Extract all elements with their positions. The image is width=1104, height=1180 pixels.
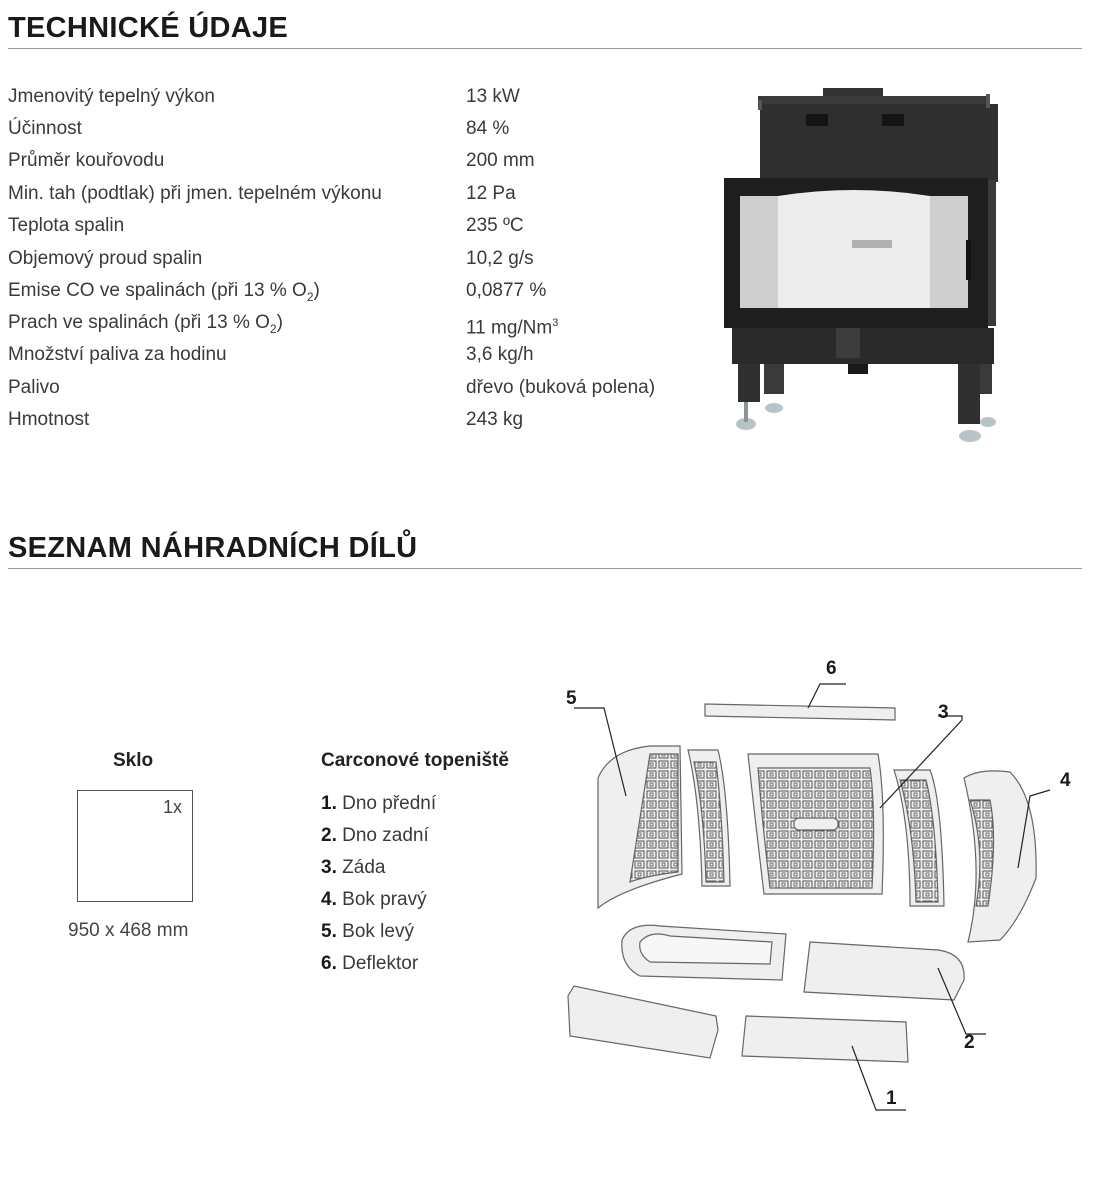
spec-label: Účinnost [8, 118, 82, 139]
spec-row [8, 145, 688, 177]
spec-label: Průměr kouřovodu [8, 150, 165, 171]
parts-section-heading: SEZNAM NÁHRADNÍCH DÍLŮ [8, 532, 418, 564]
callout-3: 3 [938, 702, 949, 723]
spec-row [8, 275, 688, 307]
spec-value: 84 % [466, 118, 510, 139]
spec-value: 235 ºC [466, 215, 524, 236]
spec-label: Hmotnost [8, 409, 90, 430]
spec-value: 10,2 g/s [466, 248, 534, 269]
spec-label: Prach ve spalinách (při 13 % $O_2$) [8, 312, 283, 336]
exploded-parts-diagram [550, 650, 1090, 1130]
tech-section-heading: TECHNICKÉ ÚDAJE [8, 12, 289, 44]
spec-value: 243 kg [466, 409, 524, 430]
spec-row [8, 178, 688, 210]
spec-label: Emise CO ve spalinách (při 13 % $O_2$) [8, 280, 320, 304]
glass-outline [77, 790, 193, 902]
spec-value: 12 Pa [466, 183, 516, 204]
spec-label: Palivo [8, 377, 60, 398]
list-item: 3. Záda [321, 857, 386, 878]
glass-dimensions: 950 x 468 mm [68, 920, 189, 941]
spec-label: Teplota spalin [8, 215, 125, 236]
spec-row [8, 339, 688, 371]
spec-row [8, 372, 688, 404]
spec-label: Jmenovitý tepelný výkon [8, 86, 215, 107]
callout-1: 1 [886, 1088, 897, 1109]
callout-4: 4 [1060, 770, 1071, 791]
spec-row [8, 404, 688, 436]
fireplace-insert-image [718, 84, 1008, 454]
spec-row [8, 210, 688, 242]
spec-value: 200 mm [466, 150, 535, 171]
spec-value: 11 mg/Nm$^3$ [466, 317, 559, 339]
spec-value: 3,6 kg/h [466, 344, 534, 365]
callout-2: 2 [964, 1032, 975, 1053]
section-divider [8, 568, 1082, 569]
spec-value: dřevo (buková polena) [466, 377, 656, 398]
callout-6: 6 [826, 658, 837, 679]
list-item: 4. Bok pravý [321, 889, 427, 910]
spec-label: Množství paliva za hodinu [8, 344, 227, 365]
spec-label: Min. tah (podtlak) při jmen. tepelném výkonu [8, 183, 382, 204]
list-item: 5. Bok levý [321, 921, 414, 942]
callout-5: 5 [566, 688, 577, 709]
spec-value: 0,0877 % [466, 280, 547, 301]
parts-list [321, 790, 436, 982]
glass-quantity: 1x [162, 797, 182, 817]
section-divider [8, 48, 1082, 49]
list-item: 2. Dno zadní [321, 825, 429, 846]
spec-label: Objemový proud spalin [8, 248, 203, 269]
spec-row [8, 243, 688, 275]
spec-row [8, 113, 688, 145]
firebox-title: Carconové topeniště [321, 750, 509, 771]
spec-row [8, 307, 688, 339]
glass-title: Sklo [113, 750, 154, 771]
spec-row [8, 81, 688, 113]
spec-value: 13 kW [466, 86, 520, 107]
list-item: 6. Deflektor [321, 953, 419, 974]
list-item: 1. Dno přední [321, 793, 437, 814]
